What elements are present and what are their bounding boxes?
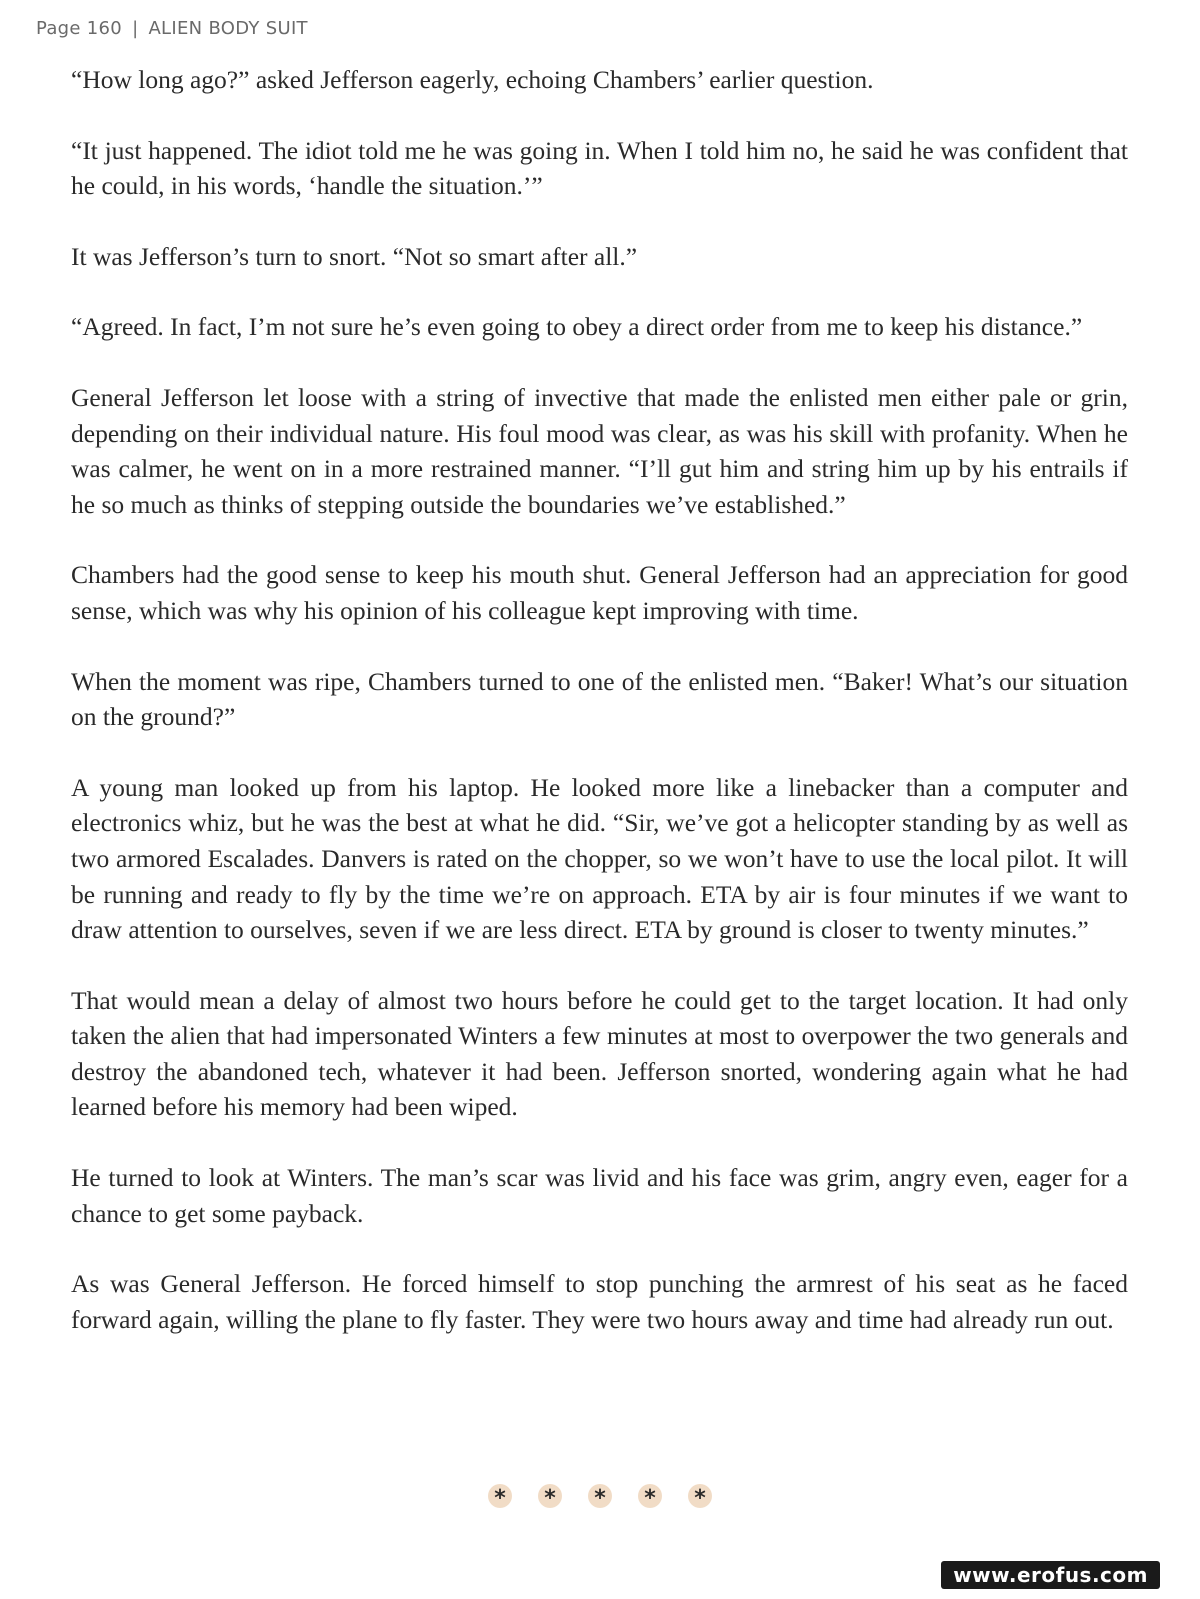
paragraph: When the moment was ripe, Chambers turned to one of the enlisted men. “Baker! What’s our situation on the ground?”: [71, 666, 1128, 732]
page-body: [71, 62, 1128, 1372]
paragraph: A young man looked up from his laptop. He looked more like a linebacker than a computer and electronics whiz, but he was the best at what he did. “Sir, we’ve got a helicopter standing by as well as two armored Escalades. Danvers is rated on the chopper, so we won’t have to use the local pilot. It will be running and ready to fly by the time we’re on approach. ETA by air is four minutes if we want to draw attention to ourselves, seven if we are less direct. ETA by ground is closer to twenty minutes.”: [71, 772, 1128, 945]
watermark: www.erofus.com: [941, 1561, 1160, 1589]
running-header: [36, 18, 308, 39]
paragraph: That would mean a delay of almost two hours before he could get to the target location. It had only taken the alien that had impersonated Winters a few minutes at most to overpower the two generals and destroy the abandoned tech, whatever it had been. Jefferson snorted, wondering again what he had learned before his memory had been wiped.: [71, 985, 1128, 1122]
section-break-ornament: [0, 1484, 1200, 1511]
asterisk-icon: *: [538, 1484, 562, 1508]
asterisk-icon: *: [688, 1484, 712, 1508]
paragraph: “Agreed. In fact, I’m not sure he’s even going to obey a direct order from me to keep his distance.”: [71, 312, 1083, 342]
book-title: ALIEN BODY SUIT: [148, 18, 308, 39]
header-separator: |: [132, 18, 139, 39]
paragraph: “How long ago?” asked Jefferson eagerly, echoing Chambers’ earlier question.: [71, 65, 874, 94]
paragraph: It was Jefferson’s turn to snort. “Not so smart after all.”: [71, 241, 638, 271]
paragraph: Chambers had the good sense to keep his mouth shut. General Jefferson had an appreciation for good sense, which was why his opinion of his colleague kept improving with time.: [71, 560, 1128, 625]
paragraph: He turned to look at Winters. The man’s scar was livid and his face was grim, angry even, eager for a chance to get some payback.: [71, 1163, 1128, 1228]
page-number: Page 160: [36, 18, 123, 39]
asterisk-icon: *: [638, 1484, 662, 1508]
paragraph: “It just happened. The idiot told me he was going in. When I told him no, he said he was confident that he could, in his words, ‘handle the situation.’”: [71, 135, 1128, 201]
paragraph: As was General Jefferson. He forced himself to stop punching the armrest of his seat as he faced forward again, willing the plane to fly faster. They were two hours away and time had already run out.: [71, 1269, 1128, 1334]
paragraph: General Jefferson let loose with a string of invective that made the enlisted men either pale or grin, depending on their individual nature. His foul mood was clear, as was his skill with profanity. When he was calmer, he went on in a more restrained manner. “I’ll gut him and string him up by his entrails if he so much as thinks of stepping outside the boundaries we’ve established.”: [71, 382, 1128, 519]
asterisk-icon: *: [488, 1484, 512, 1508]
asterisk-icon: *: [588, 1484, 612, 1508]
